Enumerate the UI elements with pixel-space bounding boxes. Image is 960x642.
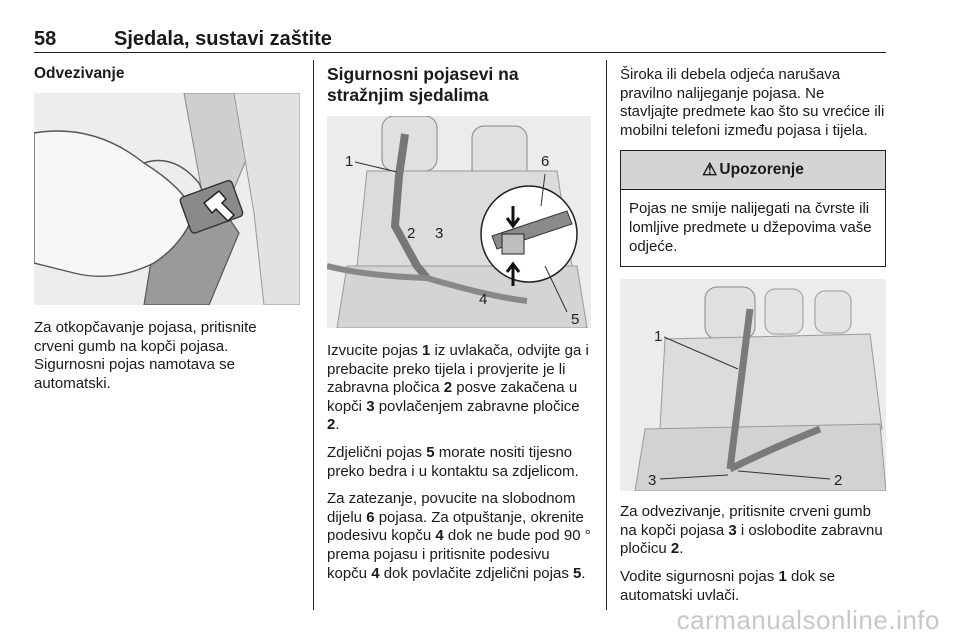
warning-text: Pojas ne smije nalijegati na čvrste ili lomljive predmete u džepovima vaše odjeće.: [629, 200, 872, 255]
guide-belt-paragraph: Vodite sigurnosni pojas 1 dok se automatski uvlači.: [620, 567, 836, 604]
callout-6: 6: [541, 153, 550, 170]
callout-1: 1: [654, 328, 663, 346]
callout-2: 2: [834, 472, 843, 490]
callout-4: 4: [479, 291, 488, 308]
section-heading-rear-belts: Sigurnosni pojasevi na stražnjim sjedalima: [327, 64, 519, 105]
warning-icon: ⚠: [702, 160, 718, 180]
page-title: Sjedala, sustavi zaštite: [114, 28, 332, 50]
figure-buckle-release: [34, 93, 300, 305]
warning-title: Upozorenje: [719, 161, 804, 179]
unbuckle-paragraph: Za otkopčavanje pojasa, pritisnite crveni gumb na kopči pojasa. Sigurnosni pojas namotava se automatski.: [34, 319, 257, 392]
clothing-paragraph: Široka ili debela odjeća narušava pravilno nalijeganje pojasa. Ne stavljajte predmete kao što su vrećice ili mobilni telefoni između pojasa i tijela.: [620, 66, 885, 139]
column-left: [34, 60, 300, 402]
watermark: carmanualsonline.info: [676, 605, 940, 635]
callout-3: 3: [648, 472, 657, 490]
column-divider: [606, 60, 607, 610]
column-divider: [313, 60, 314, 610]
column-right: [620, 60, 886, 614]
callout-3: 3: [435, 225, 444, 242]
page-number: 58: [34, 28, 57, 50]
page-header: [34, 26, 886, 53]
unbuckle-rear-paragraph: Za odvezivanje, pritisnite crveni gumb na kopči pojasa 3 i oslobodite zabravnu pločicu 2.: [620, 503, 883, 558]
warning-header: [621, 151, 885, 190]
callout-2: 2: [407, 225, 416, 242]
column-middle: [327, 60, 591, 592]
figure-rear-seat-belt-three-point: [620, 279, 886, 491]
rear-belt-paragraph-2: Zdjelični pojas 5 morate nositi tijesno preko bedra i u kontaktu sa zdjelicom.: [327, 443, 579, 480]
rear-belt-paragraph-1: Izvucite pojas 1 iz uvlakača, odvijte ga i prebacite preko tijela i provjerite je li zabravna pločica 2 posve zakačena u kopči 3 povlačenjem zabravne pločice 2.: [327, 342, 589, 434]
rear-belt-paragraph-3: Za zatezanje, povucite na slobodnom dijelu 6 pojasa. Za otpuštanje, okrenite podesivu kopču 4 dok ne bude pod 90 ° prema pojasu i pritisnite podesivu kopču 4 dok povlačite zdjelični pojas 5.: [327, 490, 591, 582]
section-heading-unbuckle: Odvezivanje: [34, 65, 125, 82]
figure-rear-seat-belt-lap: [327, 116, 591, 328]
callout-1: 1: [345, 153, 354, 170]
callout-5: 5: [571, 311, 580, 328]
warning-box: [620, 150, 886, 267]
